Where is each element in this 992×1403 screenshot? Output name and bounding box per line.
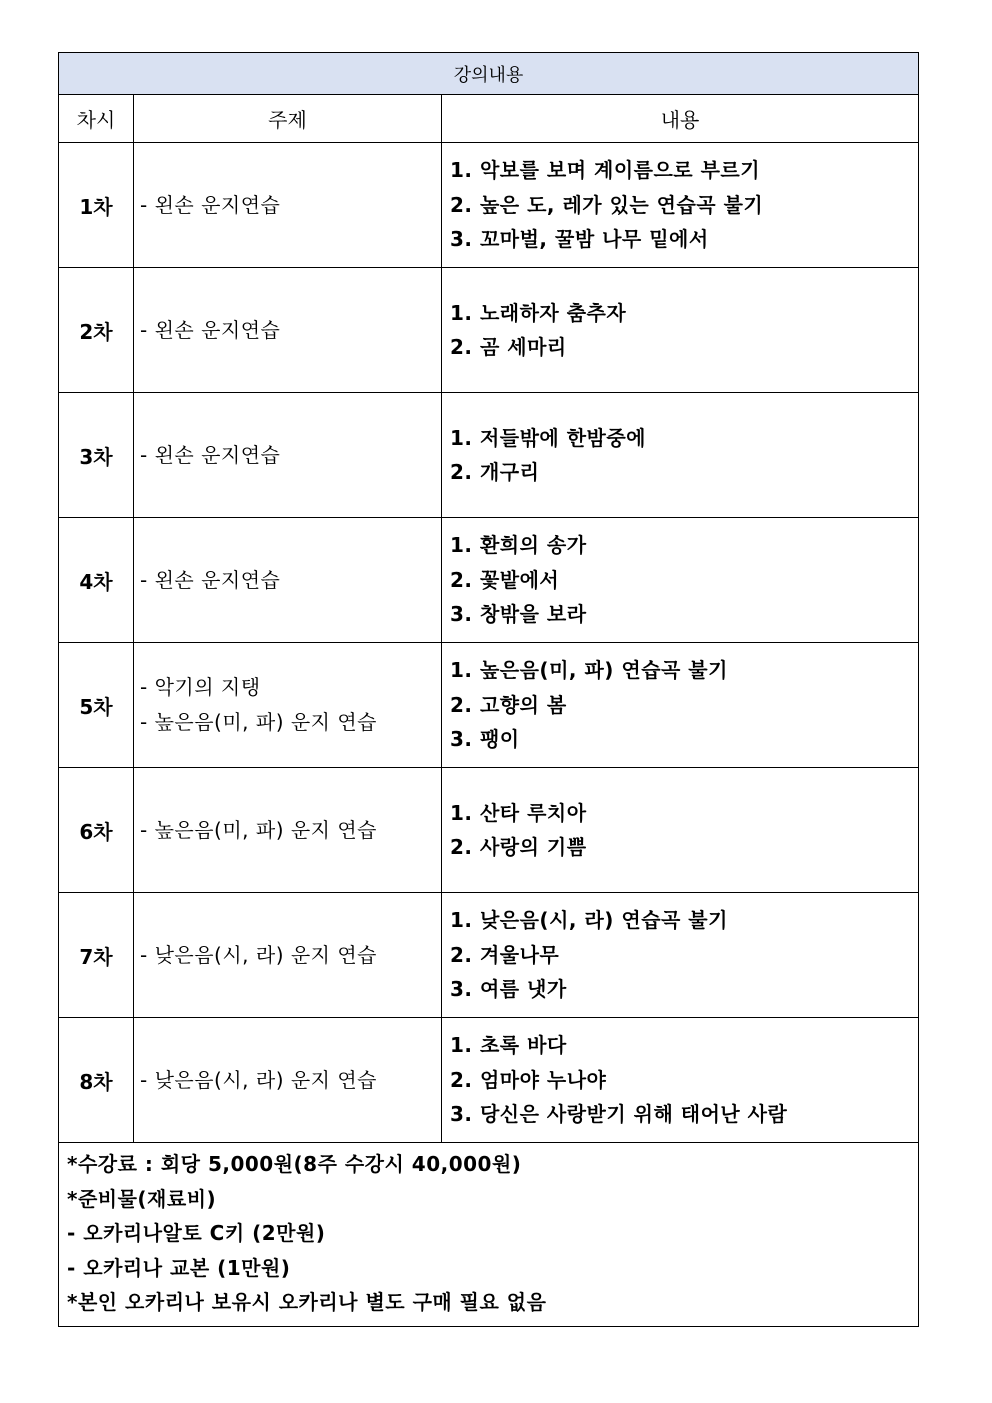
session-content: [442, 893, 919, 1018]
session-number: 6차: [59, 768, 134, 893]
content-line: 1. 악보를 보며 계이름으로 부르기: [450, 158, 761, 183]
topic-line: - 낮은음(시, 라) 운지 연습: [140, 1067, 377, 1092]
table-body: [59, 53, 919, 1327]
content-line: 1. 초록 바다: [450, 1033, 567, 1058]
session-content: [442, 393, 919, 518]
session-topic: [134, 893, 442, 1018]
session-number: 3차: [59, 393, 134, 518]
session-content: [442, 143, 919, 268]
content-line: 2. 높은 도, 레가 있는 연습곡 불기: [450, 192, 764, 217]
session-topic: [134, 393, 442, 518]
content-line: 1. 노래하자 춤추자: [450, 300, 627, 325]
notes-cell: [59, 1143, 919, 1327]
topic-line: - 왼손 운지연습: [140, 442, 281, 467]
content-line: 1. 높은음(미, 파) 연습곡 불기: [450, 658, 728, 683]
topic-line: - 높은음(미, 파) 운지 연습: [140, 710, 377, 734]
session-topic: [134, 143, 442, 268]
session-number: 1차: [59, 143, 134, 268]
topic-line: - 왼손 운지연습: [140, 192, 281, 217]
header-content: 내용: [442, 95, 919, 143]
session-number: 5차: [59, 643, 134, 768]
session-content: [442, 1018, 919, 1143]
content-line: 2. 꽃밭에서: [450, 567, 560, 592]
header-row: [59, 95, 919, 143]
topic-line: - 왼손 운지연습: [140, 567, 281, 592]
content-line: 3. 당신은 사랑받기 위해 태어난 사람: [450, 1102, 788, 1127]
title-row: [59, 53, 919, 95]
topic-line: - 낮은음(시, 라) 운지 연습: [140, 942, 377, 967]
note-line: *본인 오카리나 보유시 오카리나 별도 구매 필요 없음: [67, 1290, 547, 1314]
session-row: [59, 393, 919, 518]
session-row: [59, 518, 919, 643]
session-row: [59, 143, 919, 268]
content-line: 2. 겨울나무: [450, 942, 560, 967]
session-row: [59, 268, 919, 393]
session-topic: [134, 268, 442, 393]
session-number: 7차: [59, 893, 134, 1018]
session-topic: [134, 518, 442, 643]
session-row: [59, 643, 919, 768]
content-line: 1. 산타 루치아: [450, 800, 587, 825]
session-content: [442, 518, 919, 643]
session-content: [442, 268, 919, 393]
content-line: 3. 팽이: [450, 727, 520, 752]
note-line: *준비물(재료비): [67, 1186, 217, 1211]
session-topic: [134, 643, 442, 768]
session-number: 4차: [59, 518, 134, 643]
content-line: 3. 창밖을 보라: [450, 602, 587, 627]
session-topic: [134, 768, 442, 893]
session-topic: [134, 1018, 442, 1143]
notes-row: [59, 1143, 919, 1327]
session-number: 2차: [59, 268, 134, 393]
topic-line: - 높은음(미, 파) 운지 연습: [140, 817, 377, 842]
content-line: 2. 곰 세마리: [450, 335, 567, 359]
header-session: 차시: [59, 95, 134, 143]
topic-line: - 왼손 운지연습: [140, 317, 281, 342]
session-row: [59, 1018, 919, 1143]
content-line: 3. 꼬마벌, 꿀밤 나무 밑에서: [450, 227, 709, 252]
content-line: 2. 엄마야 누나야: [450, 1067, 607, 1092]
content-line: 2. 고향의 봄: [450, 692, 567, 717]
content-line: 1. 낮은음(시, 라) 연습곡 불기: [450, 908, 728, 933]
course-content-table: [58, 52, 919, 1327]
session-content: [442, 768, 919, 893]
note-line: *수강료 : 회당 5,000원(8주 수강시 40,000원): [67, 1152, 522, 1176]
session-row: [59, 768, 919, 893]
note-line: - 오카리나 교본 (1만원): [67, 1255, 291, 1280]
content-line: 1. 저들밖에 한밤중에: [450, 425, 646, 450]
content-line: 3. 여름 냇가: [450, 977, 567, 1002]
session-row: [59, 893, 919, 1018]
table-title: 강의내용: [59, 53, 919, 95]
session-number: 8차: [59, 1018, 134, 1143]
content-line: 1. 환희의 송가: [450, 533, 587, 558]
session-content: [442, 643, 919, 768]
note-line: - 오카리나알토 C키 (2만원): [67, 1221, 326, 1245]
header-topic: 주제: [134, 95, 442, 143]
content-line: 2. 개구리: [450, 460, 540, 484]
content-line: 2. 사랑의 기쁨: [450, 835, 587, 859]
topic-line: - 악기의 지탱: [140, 675, 261, 699]
